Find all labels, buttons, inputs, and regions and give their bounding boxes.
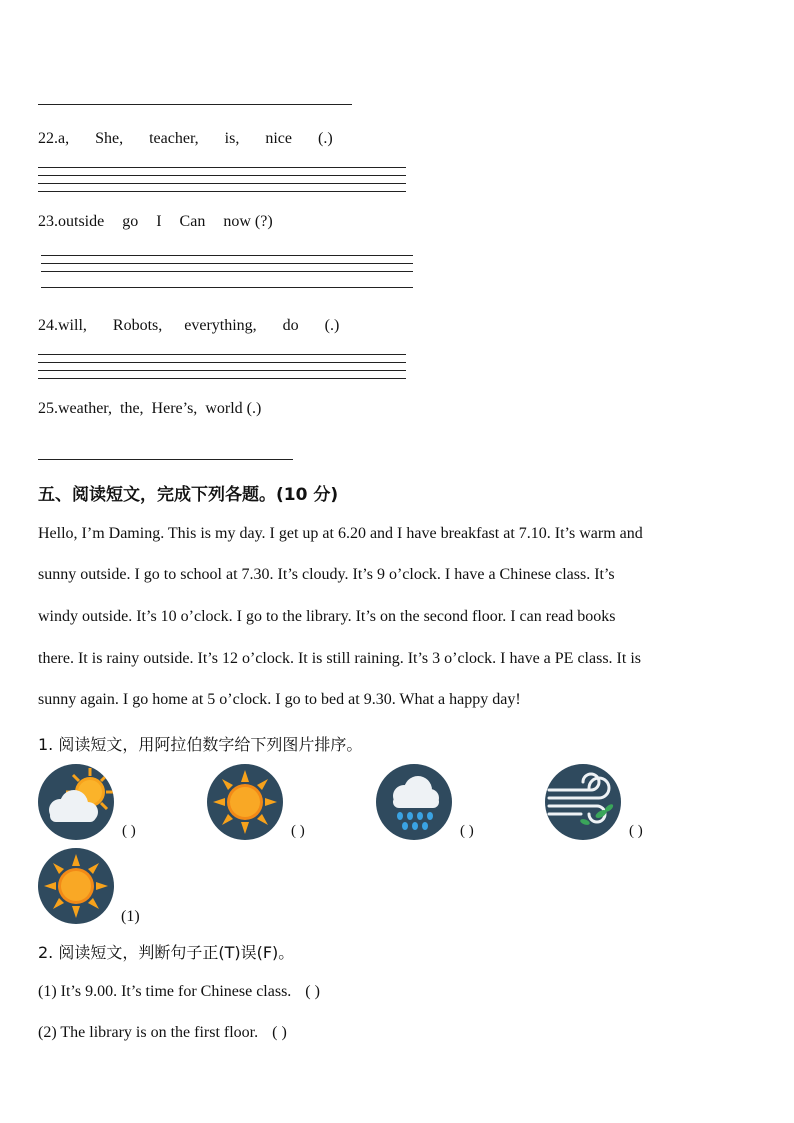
section-heading: 五、阅读短文，完成下列各题。(10 分) [38,485,339,505]
statement-text: (2) The library is on the first floor. [38,1024,259,1041]
word: everything, [184,317,257,334]
word: do [282,317,299,334]
word: world (.) [205,400,262,417]
answer-blank[interactable]: ( ) [122,823,136,839]
passage-line: sunny again. I go home at 5 o’clock. I go to bed at 9.30. What a happy day! [38,691,521,708]
sunny-icon [38,848,114,924]
word: will, [58,317,87,334]
task1-instruction: 1. 阅读短文，用阿拉伯数字给下列图片排序。 [38,735,363,754]
word: (.) [324,317,340,334]
statement-1 [38,983,320,1001]
word: weather, [58,400,112,417]
word: I [156,213,162,230]
passage-line: sunny outside. I go to school at 7.30. It’s cloudy. It’s 9 o’clock. I have a Chinese class. It’s [38,566,615,583]
passage-line: windy outside. It’s 10 o’clock. I go to the library. It’s on the second floor. I can read books [38,608,616,625]
answer-line-21 [38,104,352,105]
answer-blank[interactable]: ( ) [460,823,474,839]
word: a, [58,130,70,147]
word: (.) [317,130,333,147]
word: Here’s, [151,400,198,417]
question-23 [38,213,273,231]
word: Robots, [112,317,163,334]
word: is, [224,130,240,147]
question-22 [38,130,333,148]
question-25 [38,400,261,418]
statement-2 [38,1024,287,1042]
word: go [122,213,139,230]
answer-blank[interactable]: ( ) [629,823,643,839]
question-number: 23. [38,213,58,230]
task2-instruction: 2. 阅读短文，判断句子正(T)误(F)。 [38,943,295,962]
word: nice [265,130,292,147]
sunny-icon [207,764,283,840]
word: Can [179,213,206,230]
word: teacher, [149,130,199,147]
word: outside [58,213,105,230]
word: now (?) [223,213,273,230]
word: She, [95,130,124,147]
answer-filled[interactable]: (1) [121,908,140,925]
sunny-cloudy-icon [38,764,114,840]
windy-icon [545,764,621,840]
question-24 [38,317,339,335]
passage-line: there. It is rainy outside. It’s 12 o’clock. It is still raining. It’s 3 o’clock. I have a PE class. It is [38,650,641,667]
question-number: 22. [38,130,58,147]
answer-blank[interactable]: ( ) [305,983,320,1000]
statement-text: (1) It’s 9.00. It’s time for Chinese class. [38,983,292,1000]
question-number: 24. [38,317,58,334]
passage-line: Hello, I’m Daming. This is my day. I get up at 6.20 and I have breakfast at 7.10. It’s warm and [38,525,643,542]
question-number: 25. [38,400,58,417]
answer-line-25[interactable] [38,459,293,460]
rainy-icon [376,764,452,840]
word: the, [120,400,144,417]
answer-blank[interactable]: ( ) [272,1024,287,1041]
answer-blank[interactable]: ( ) [291,823,305,839]
